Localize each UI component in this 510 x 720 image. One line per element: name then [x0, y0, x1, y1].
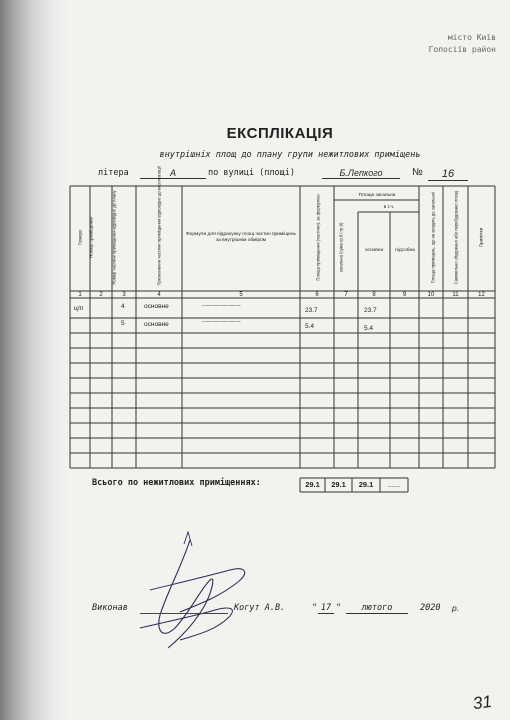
header-city: місто Київ: [447, 33, 496, 42]
col-number: 12: [478, 292, 485, 298]
col-number: 6: [315, 292, 319, 298]
col-number: 11: [452, 292, 459, 298]
row-purpose: основне: [144, 303, 169, 310]
year-suffix: р.: [452, 603, 460, 613]
header-notes: Примітки: [478, 227, 484, 248]
header-part-number: Номер частини приміщення відповідно до плану: [111, 190, 117, 285]
header-room-number: Номер приміщення: [88, 216, 94, 259]
header-unauthorized: Самовільно збудовано або перебудовано площі: [453, 190, 459, 285]
header-including: в т.ч.: [383, 205, 395, 210]
document-subtitle: внутрішніх площ до плану групи нежитлових приміщень: [159, 150, 421, 160]
executed-label: Виконав: [92, 603, 128, 613]
col-number: 4: [157, 292, 161, 298]
row-formula: ...........................................: [202, 302, 241, 308]
total-general: 29.1: [331, 480, 346, 489]
litera-value: А: [140, 168, 206, 179]
row-main-area: 23.7: [364, 307, 377, 314]
number-value: 16: [428, 168, 468, 181]
header-general-total: загальна (сума гр.8 і гр.9): [338, 222, 344, 273]
row-part: 5: [121, 320, 125, 327]
document-title: ЕКСПЛІКАЦІЯ: [226, 125, 334, 142]
header-area-by-formula: Площа приміщення (частини), за формулою: [315, 194, 321, 281]
total-main: 29.1: [358, 480, 374, 489]
litera-label: літера: [98, 168, 129, 178]
header-formula: Формули для підрахунку площ частин приміщень за внутрішнім обміром: [186, 232, 296, 243]
row-part: 4: [121, 303, 125, 310]
total-label: Всього по нежитлових приміщеннях:: [92, 478, 261, 488]
col-number: 1: [78, 292, 82, 298]
col-number: 5: [239, 292, 243, 298]
date-day: 17: [318, 603, 334, 614]
page-number: 31: [471, 691, 494, 714]
signature-line: [140, 613, 228, 614]
row-area: 23.7: [305, 307, 318, 314]
row-main-area: 5.4: [364, 325, 374, 332]
date-month: лютого: [346, 603, 408, 614]
street-label: по вулиці (площі): [208, 168, 295, 178]
header-purpose: Призначення частини приміщення відповідно до експлуатації: [156, 166, 162, 286]
header-general-group: Площа загальна: [358, 193, 396, 198]
row-purpose: основне: [144, 321, 169, 328]
total-area: 29.1: [305, 480, 320, 489]
number-label: №: [412, 167, 423, 178]
header-auxiliary: підсобна: [395, 248, 415, 253]
col-number: 9: [402, 292, 407, 298]
header-district: Голосіїв район: [428, 45, 496, 54]
total-auxiliary: ......: [387, 480, 401, 489]
row-formula: ...........................................: [202, 318, 241, 324]
col-number: 8: [372, 292, 376, 298]
header-floor: Поверх: [77, 229, 83, 246]
header-excluded-area: Площа приміщень, що не входять до загальної: [430, 191, 436, 284]
handwritten-signature: [120, 530, 270, 670]
row-floor: ц/п: [74, 305, 84, 312]
col-number: 3: [122, 292, 126, 298]
date-year: 2020: [420, 603, 441, 613]
col-number: 2: [99, 292, 103, 298]
date-close-quote: ": [336, 603, 342, 613]
date-open-quote: ": [312, 603, 318, 613]
col-number: 7: [344, 292, 348, 298]
executor-name: Когут А.В.: [234, 603, 286, 613]
row-area: 5.4: [305, 323, 315, 330]
header-main: основна: [364, 248, 384, 253]
street-value: Б.Лепкого: [322, 168, 400, 179]
col-number: 10: [427, 292, 435, 298]
